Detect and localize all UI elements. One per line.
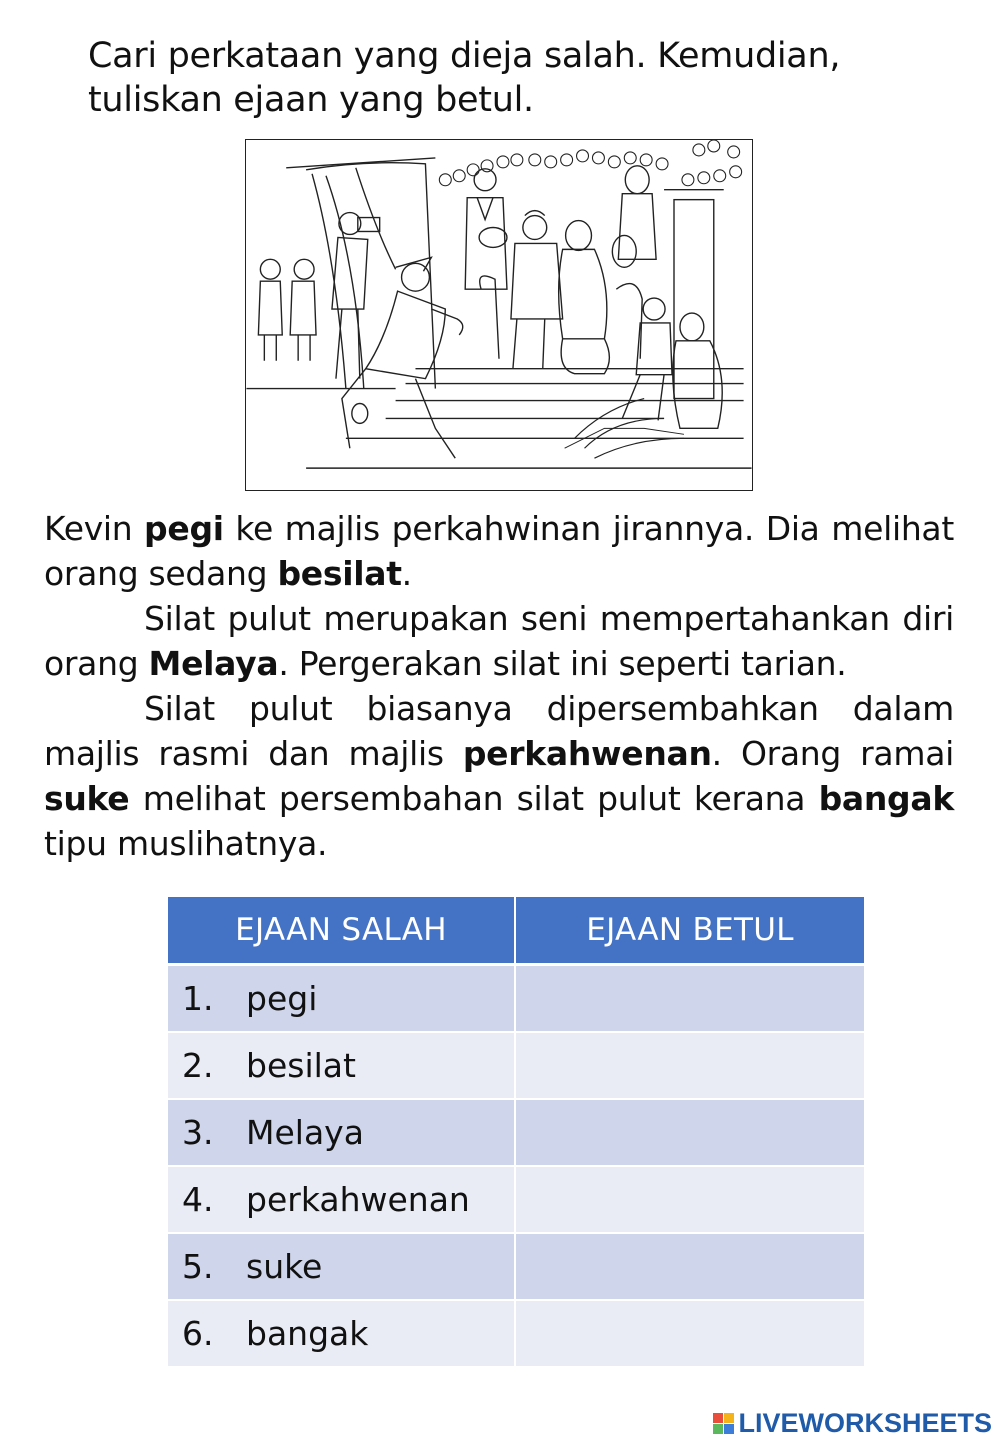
passage-paragraph-1 [44, 506, 954, 596]
answer-cell [516, 1033, 864, 1100]
passage-text: . Orang ramai [711, 734, 954, 773]
passage [44, 506, 954, 866]
logo-square [713, 1413, 723, 1423]
passage-text: melihat persembahan silat pulut kerana [129, 779, 819, 818]
instruction-line-2: tuliskan ejaan yang betul. [88, 80, 534, 120]
passage-text: . [401, 554, 412, 593]
wrong-spelling-cell [168, 1100, 516, 1167]
table-row [168, 966, 864, 1033]
wrong-spelling-cell [168, 1167, 516, 1234]
row-number: 5. [182, 1247, 214, 1286]
passage-text: tipu muslihatnya. [44, 824, 328, 863]
misspelled-word-melaya: Melaya [148, 644, 279, 683]
answer-input-1[interactable] [516, 966, 864, 1031]
answer-cell [516, 1234, 864, 1301]
row-number: 3. [182, 1113, 214, 1152]
wrong-spelling-cell [168, 1301, 516, 1368]
answer-input-2[interactable] [516, 1033, 864, 1098]
row-number: 6. [182, 1314, 214, 1353]
wrong-word: Melaya [246, 1113, 364, 1152]
instruction-text [88, 34, 908, 122]
passage-text: Silat pulut merupakan seni mempertahankan diri orang [44, 599, 954, 683]
passage-text: ke majlis perkahwinan jirannya. Dia melihat orang sedang [44, 509, 954, 593]
spelling-answer-table [168, 897, 864, 1368]
passage-text: Kevin [44, 509, 145, 548]
misspelled-word-besilat: besilat [277, 554, 402, 593]
header-ejaan-betul: EJAAN BETUL [516, 897, 864, 966]
misspelled-word-bangak: bangak [818, 779, 954, 818]
wrong-word: suke [246, 1247, 323, 1286]
brand-text: LIVEWORKSHEETS [738, 1408, 992, 1438]
wrong-word: bangak [246, 1314, 369, 1353]
wrong-spelling-cell [168, 1234, 516, 1301]
table-row [168, 1167, 864, 1234]
liveworksheets-brand[interactable] [713, 1408, 992, 1439]
row-number: 2. [182, 1046, 214, 1085]
logo-square [724, 1424, 734, 1434]
misspelled-word-suke: suke [44, 779, 130, 818]
table-row [168, 1301, 864, 1368]
wrong-spelling-cell [168, 966, 516, 1033]
answer-input-5[interactable] [516, 1234, 864, 1299]
table-header-row [168, 897, 864, 966]
answer-cell [516, 966, 864, 1033]
row-number: 4. [182, 1180, 214, 1219]
answer-input-3[interactable] [516, 1100, 864, 1165]
passage-paragraph-2 [44, 596, 954, 686]
answer-cell [516, 1167, 864, 1234]
answer-cell [516, 1100, 864, 1167]
misspelled-word-perkahwenan: perkahwenan [462, 734, 712, 773]
logo-square [713, 1424, 723, 1434]
liveworksheets-logo-icon [713, 1413, 734, 1434]
logo-square [724, 1413, 734, 1423]
wrong-spelling-cell [168, 1033, 516, 1100]
table-row [168, 1033, 864, 1100]
silat-wedding-illustration [245, 139, 753, 491]
row-number: 1. [182, 979, 214, 1018]
passage-paragraph-3 [44, 686, 954, 866]
table-row [168, 1234, 864, 1301]
passage-text: Silat pulut biasanya dipersembahkan dalam majlis rasmi dan majlis [44, 689, 954, 773]
answer-input-6[interactable] [516, 1301, 864, 1366]
table-row [168, 1100, 864, 1167]
answer-cell [516, 1301, 864, 1368]
header-ejaan-salah: EJAAN SALAH [168, 897, 516, 966]
wrong-word: pegi [246, 979, 318, 1018]
passage-text: . Pergerakan silat ini seperti tarian. [278, 644, 847, 683]
wrong-word: besilat [246, 1046, 356, 1085]
misspelled-word-pegi: pegi [144, 509, 224, 548]
answer-input-4[interactable] [516, 1167, 864, 1232]
instruction-line-1: Cari perkataan yang dieja salah. Kemudian, [88, 36, 841, 76]
wrong-word: perkahwenan [246, 1180, 470, 1219]
